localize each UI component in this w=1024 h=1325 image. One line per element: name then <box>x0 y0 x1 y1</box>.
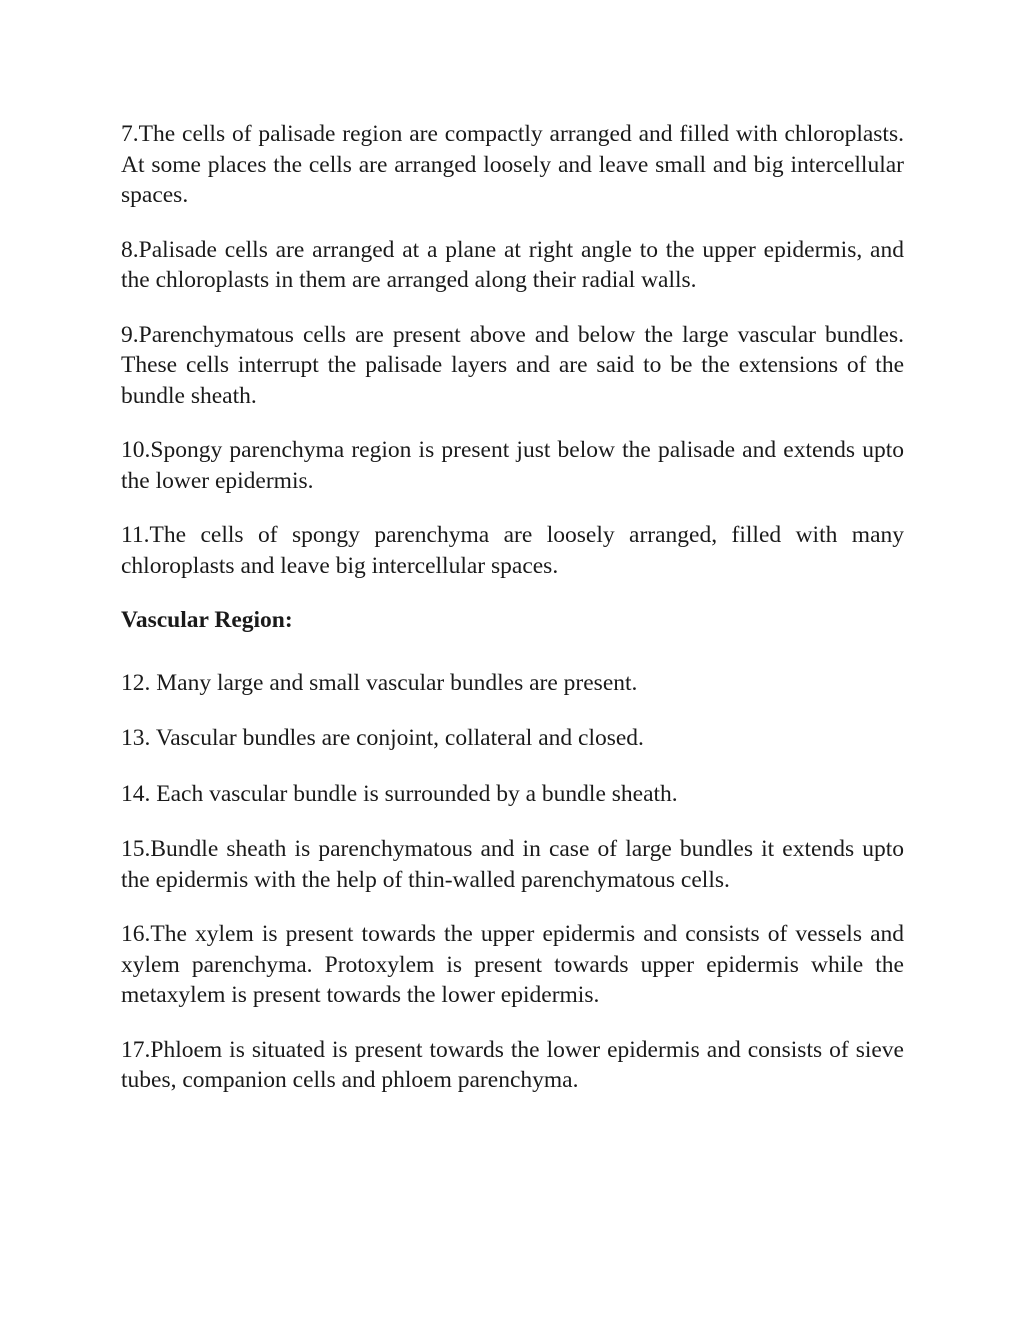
paragraph-11: 11.The cells of spongy parenchyma are loosely arranged, filled with many chloroplasts and leave big intercellular spaces. <box>121 522 904 579</box>
paragraph-17: 17.Phloem is situated is present towards the lower epidermis and consists of sieve tubes, companion cells and phloem parenchyma. <box>121 1036 904 1093</box>
paragraph-9: 9.Parenchymatous cells are present above and below the large vascular bundles. These cells interrupt the palisade layers and are said to be the extensions of the bundle sheath. <box>121 321 904 409</box>
item-14: 14. Each vascular bundle is surrounded by a bundle sheath. <box>121 780 678 807</box>
item-13: 13. Vascular bundles are conjoint, collateral and closed. <box>121 725 644 751</box>
section-heading-vascular-region: Vascular Region: <box>121 607 293 633</box>
paragraph-16: 16.The xylem is present towards the upper epidermis and consists of vessels and xylem parenchyma. Protoxylem is present towards upper epidermis while the metaxylem is present towards the lower epidermis. <box>121 921 904 1008</box>
paragraph-15: 15.Bundle sheath is parenchymatous and in case of large bundles it extends upto the epidermis with the help of thin-walled parenchymatous cells. <box>121 836 904 893</box>
item-12: 12. Many large and small vascular bundles are present. <box>121 669 638 696</box>
paragraph-7: 7.The cells of palisade region are compactly arranged and filled with chloroplasts. At some places the cells are arranged loosely and leave small and big intercellular spaces. <box>121 121 904 208</box>
paragraph-10: 10.Spongy parenchyma region is present just below the palisade and extends upto the lower epidermis. <box>121 437 904 494</box>
paragraph-8: 8.Palisade cells are arranged at a plane at right angle to the upper epidermis, and the chloroplasts in them are arranged along their radial walls. <box>121 236 904 293</box>
document-body <box>121 119 904 1120</box>
